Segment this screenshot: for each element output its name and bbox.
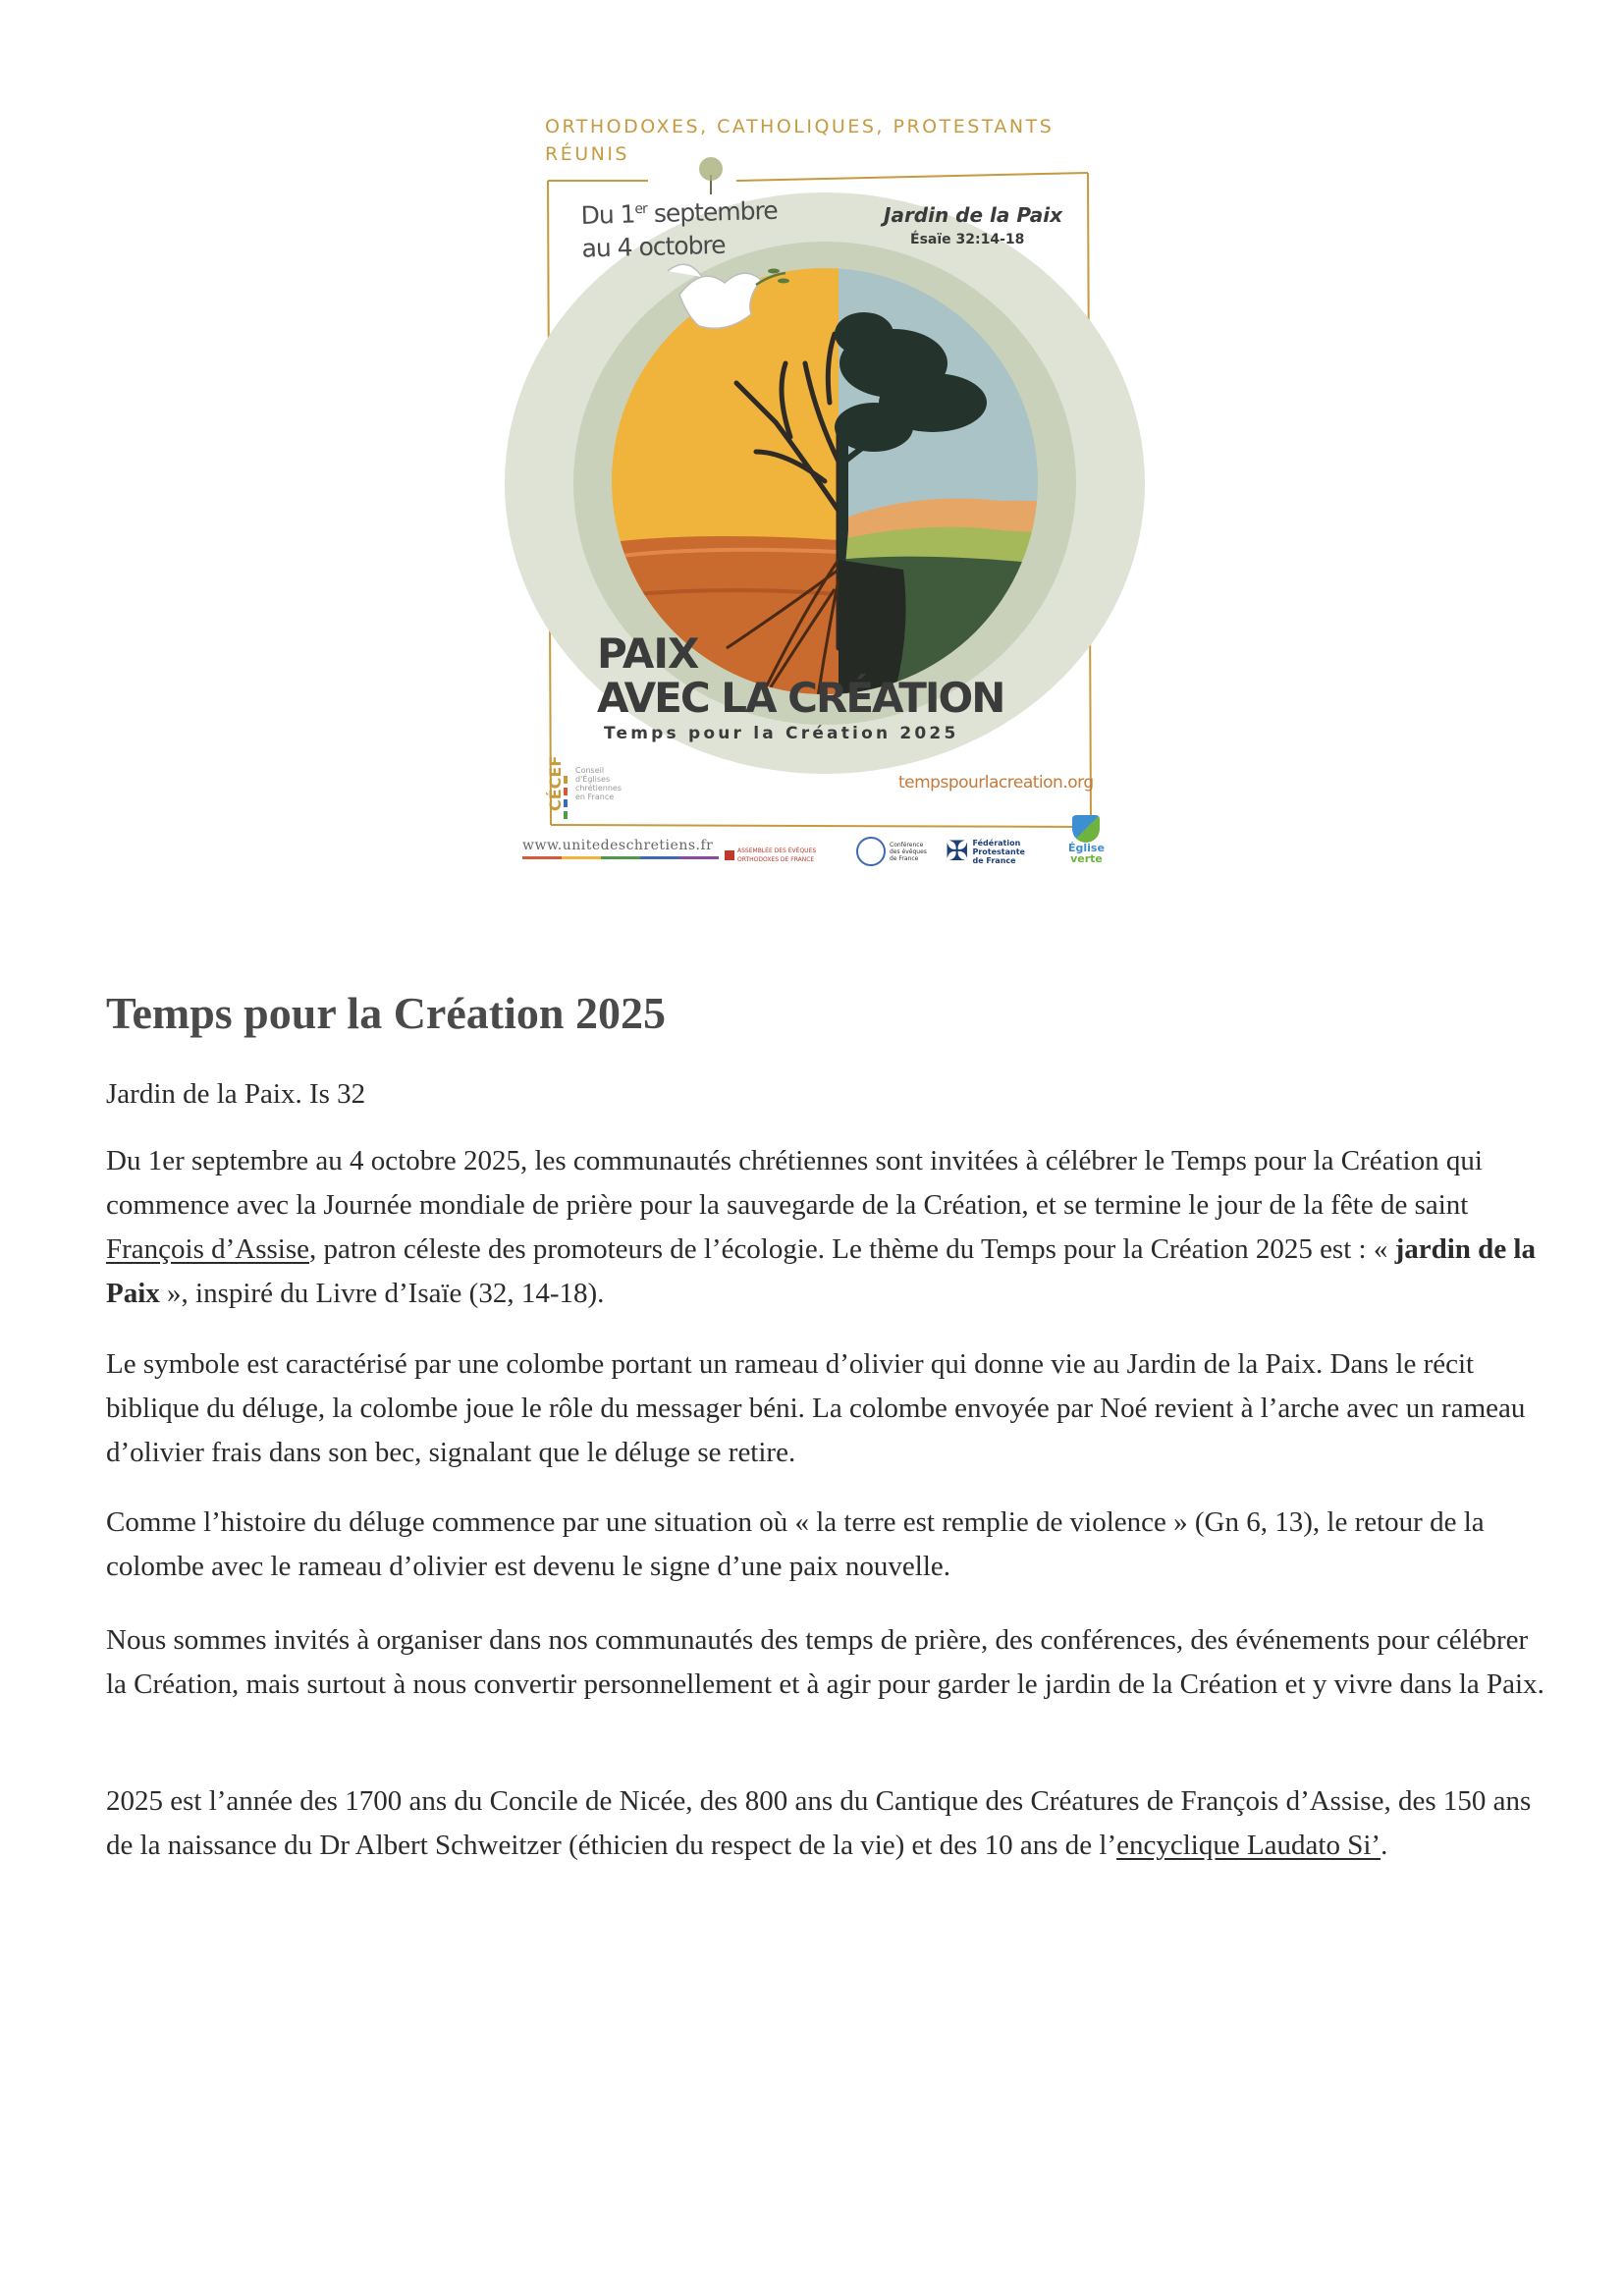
fpf-cross-icon: ✠ bbox=[946, 835, 969, 867]
poster-header bbox=[545, 113, 1054, 168]
poster-theme: Jardin de la Paix bbox=[884, 203, 1062, 227]
p1-text-b: , patron céleste des promoteurs de l’écologie. Le thème du Temps pour la Création 2025 est : « bbox=[309, 1233, 1395, 1265]
p1-bold-theme: jardin de la Paix bbox=[106, 1233, 1536, 1309]
poster-image bbox=[491, 98, 1159, 884]
eglise-verte-logo bbox=[1068, 815, 1105, 864]
dates-prefix: Du 1 bbox=[580, 199, 635, 230]
cecef-text-1: Conseil bbox=[575, 766, 605, 775]
cef-logo bbox=[856, 837, 927, 866]
cef-text-3: de France bbox=[890, 854, 919, 862]
eglise-verte-text-1: Église bbox=[1068, 842, 1105, 854]
paragraph-2: Le symbole est caractérisé par une colombe portant un rameau d’olivier qui donne vie au Jardin de la Paix. Dans le récit biblique du déluge, la colombe joue le rôle du messager béni. La colombe envoyée par Noé revient à l’arche avec un rameau d’olivier frais dans son bec, signalant que le déluge se retire. bbox=[106, 1348, 1526, 1468]
fpf-text-3: de France bbox=[972, 855, 1016, 865]
poster-reference: Ésaïe 32:14-18 bbox=[910, 232, 1025, 247]
p5-text-b: . bbox=[1380, 1830, 1388, 1861]
eglise-verte-text-2: verte bbox=[1070, 852, 1103, 865]
poster-dates bbox=[580, 189, 779, 266]
orthodox-logo-text: ASSEMBLÉE DES ÉVÊQUES ORTHODOXES DE FRANCE bbox=[737, 847, 817, 863]
cecef-text bbox=[575, 766, 622, 801]
eglise-verte-icon bbox=[1072, 815, 1100, 843]
fpf-text-1: Fédération bbox=[972, 838, 1021, 847]
poster-header-line-1: ORTHODOXES, CATHOLIQUES, PROTESTANTS bbox=[545, 116, 1055, 137]
francois-assise-link[interactable]: François d’Assise bbox=[106, 1233, 310, 1265]
poster-title-line-1: PAIX bbox=[597, 629, 699, 678]
fpf-logo bbox=[946, 835, 1025, 867]
poster-title-line-2: AVEC LA CRÉATION bbox=[597, 674, 1004, 722]
poster-url: www.unitedeschretiens.fr bbox=[522, 838, 714, 853]
cecef-logo: CÉCEF bbox=[546, 755, 565, 811]
orthodox-cross-icon bbox=[725, 850, 734, 860]
cecef-text-2: d'Églises bbox=[575, 775, 611, 784]
paragraph-5 bbox=[106, 1779, 1549, 1868]
cef-text-2: des évêques bbox=[890, 847, 927, 855]
orthodox-bishops-logo bbox=[725, 847, 845, 864]
poster-subtitle: Temps pour la Création 2025 bbox=[604, 724, 959, 743]
paragraph-3: Comme l’histoire du déluge commence par une situation où « la terre est remplie de violence » (Gn 6, 13), le retour de la colombe avec le rameau d’olivier est devenu le signe d’une paix nouvelle. bbox=[106, 1506, 1485, 1582]
p1-text-a: Du 1er septembre au 4 octobre 2025, les communautés chrétiennes sont invitées à célébrer le Temps pour la Création qui commence avec la Journée mondiale de prière pour la sauvegarde de la Création, et se termine le jour de la fête de saint bbox=[106, 1145, 1483, 1221]
dates-suffix: septembre bbox=[646, 195, 779, 229]
paragraph-1 bbox=[106, 1139, 1549, 1316]
p1-text-c: », inspiré du Livre d’Isaïe (32, 14-18). bbox=[159, 1278, 605, 1309]
dates-sup: er bbox=[634, 200, 648, 218]
poster-header-line-2: RÉUNIS bbox=[545, 143, 629, 165]
dates-line-2: au 4 octobre bbox=[581, 231, 726, 263]
paragraph-4: Nous sommes invités à organiser dans nos communautés des temps de prière, des conférences, des événements pour célébrer la Création, mais surtout à nous convertir personnellement et à agir pour garder le jardin de la Création et y vivre dans la Paix. bbox=[106, 1624, 1544, 1700]
fpf-text-2: Protestante bbox=[972, 847, 1025, 856]
article-title: Temps pour la Création 2025 bbox=[106, 988, 666, 1038]
poster-website: tempspourlacreation.org bbox=[898, 773, 1094, 793]
cef-text-1: Conférence bbox=[890, 841, 924, 848]
article-subtitle: Jardin de la Paix. Is 32 bbox=[106, 1078, 366, 1110]
cecef-text-4: en France bbox=[575, 793, 615, 801]
cecef-text-3: chrétiennes bbox=[575, 784, 623, 793]
p5-text-a: 2025 est l’année des 1700 ans du Concile de Nicée, des 800 ans du Cantique des Créatures de François d’Assise, des 150 ans de la naissance du Dr Albert Schweitzer (éthicien du respect de la vie) et des 10 ans de l’ bbox=[106, 1785, 1532, 1861]
cef-emblem-icon bbox=[856, 837, 886, 866]
laudato-si-link[interactable]: encyclique Laudato Si’ bbox=[1116, 1830, 1381, 1861]
